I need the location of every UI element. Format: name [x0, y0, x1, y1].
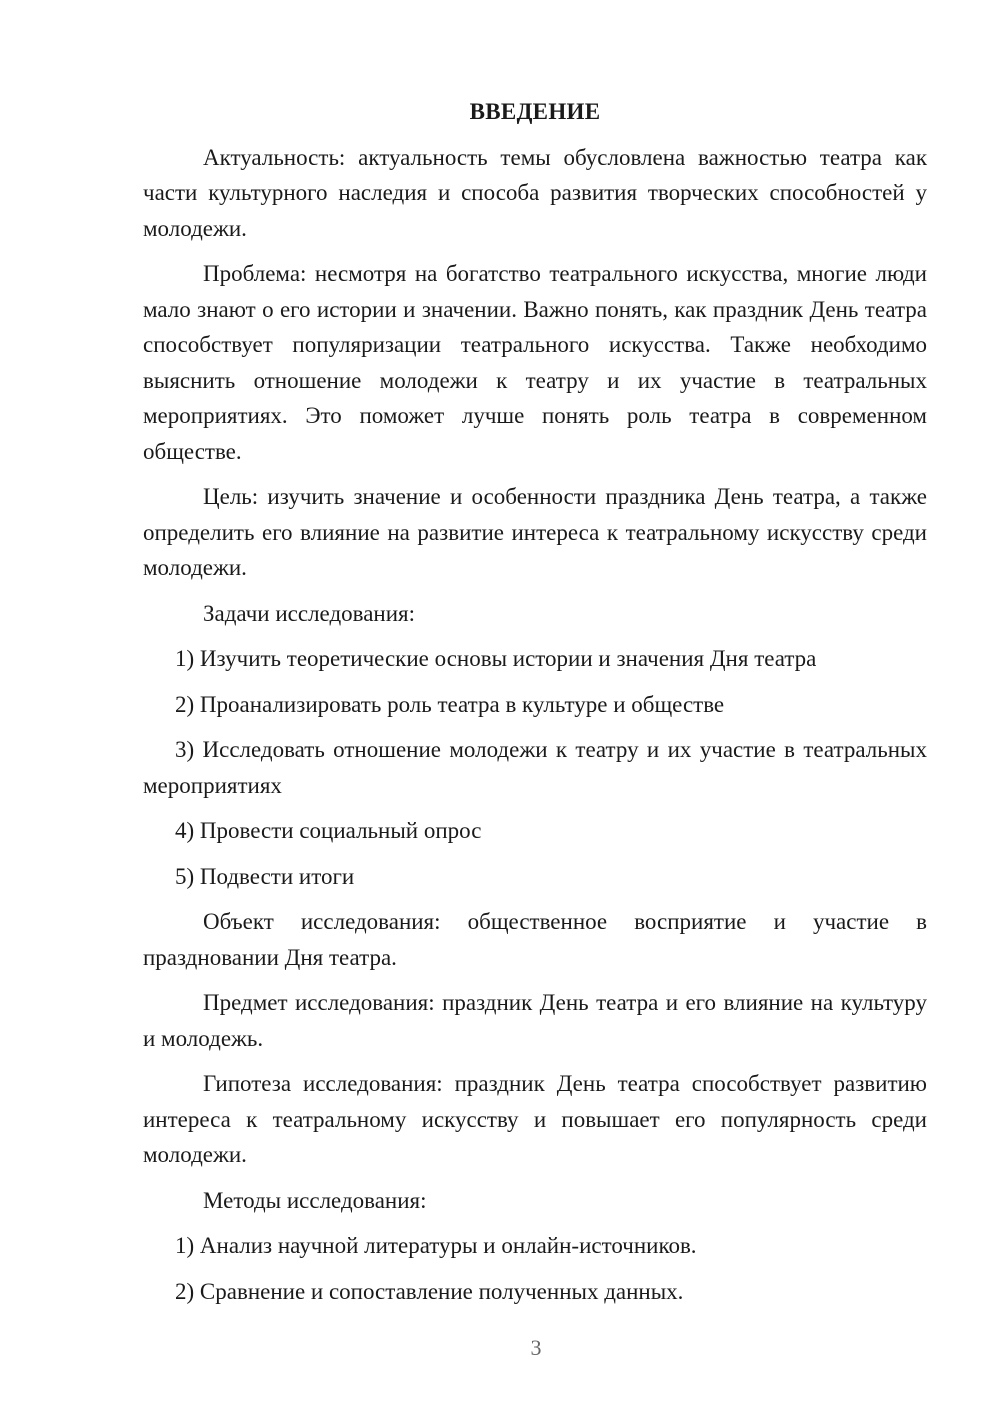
- paragraph-hypothesis: Гипотеза исследования: праздник День театра способствует развитию интереса к театральному искусству и повышает его популярность среди молодежи.: [143, 1071, 927, 1167]
- paragraph-problem: Проблема: несмотря на богатство театрального искусства, многие люди мало знают о его истории и значении. Важно понять, как праздник День театра способствует популяризации театрального искусства. Также необходимо выяснить отношение молодежи к театру и их участие в театральных мероприятиях. Это поможет лучше понять роль театра в современном обществе.: [143, 261, 927, 464]
- paragraph-goal: Цель: изучить значение и особенности праздника День театра, а также определить его влияние на развитие интереса к театральному искусству среди молодежи.: [143, 484, 927, 580]
- task-item: 5) Подвести итоги: [175, 863, 355, 889]
- paragraph-object: Объект исследования: общественное восприятие и участие в праздновании Дня театра.: [143, 909, 927, 970]
- method-item: 2) Сравнение и сопоставление полученных данных.: [175, 1278, 684, 1304]
- task-item: 3) Исследовать отношение молодежи к театру и их участие в театральных мероприятиях: [143, 737, 927, 798]
- paragraph-subject: Предмет исследования: праздник День театра и его влияние на культуру и молодежь.: [143, 990, 927, 1051]
- task-item: 2) Проанализировать роль театра в культуре и обществе: [175, 691, 725, 717]
- paragraph-methods-title: Методы исследования:: [203, 1187, 427, 1213]
- section-heading: ВВЕДЕНИЕ: [469, 99, 601, 124]
- paragraph-relevance: Актуальность: актуальность темы обусловлена важностью театра как части культурного наследия и способа развития творческих способностей у молодежи.: [143, 144, 927, 241]
- page-content: [143, 94, 927, 1309]
- task-item: 4) Провести социальный опрос: [175, 818, 482, 843]
- task-item: 1) Изучить теоретические основы истории и значения Дня театра: [175, 646, 817, 671]
- method-item: 1) Анализ научной литературы и онлайн-источников.: [175, 1233, 697, 1258]
- paragraph-tasks-title: Задачи исследования:: [203, 600, 416, 626]
- page-number: 3: [530, 1335, 542, 1360]
